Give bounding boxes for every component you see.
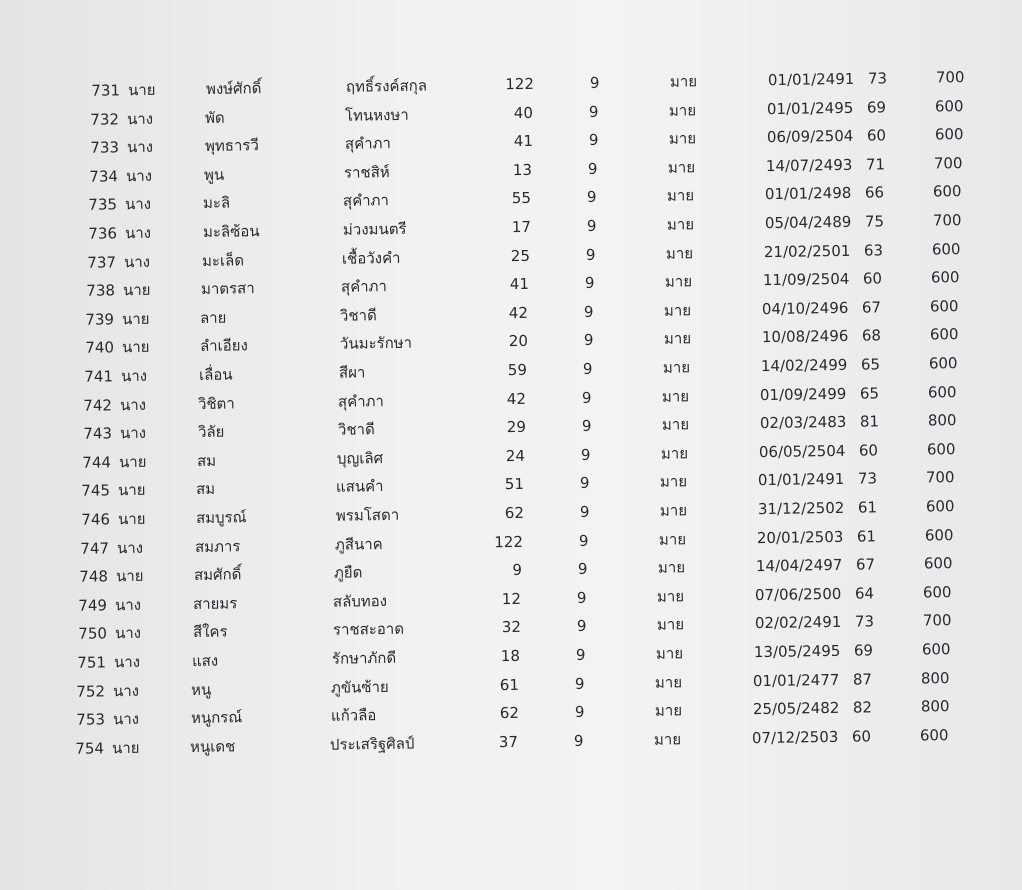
row-number: 741 <box>84 367 114 386</box>
allowance-amount: 600 <box>928 382 957 402</box>
birth-date: 14/02/2499 <box>760 355 848 376</box>
village-moo: 9 <box>575 674 585 693</box>
last-name: เชื้อวังคำ <box>341 248 401 268</box>
house-number: 9 <box>512 561 523 580</box>
last-name: สุคำภา <box>340 277 388 296</box>
first-name: สมภาร <box>194 536 241 556</box>
age: 73 <box>854 612 874 631</box>
village-name: มาย <box>660 444 689 463</box>
last-name: ภูยืด <box>333 563 363 582</box>
allowance-amount: 700 <box>932 211 962 230</box>
age: 73 <box>867 69 888 88</box>
age: 65 <box>860 355 881 374</box>
allowance-amount: 600 <box>935 96 964 116</box>
title-prefix: นาย <box>117 509 146 529</box>
title-prefix: นาง <box>116 538 143 557</box>
title-prefix: นาง <box>124 223 151 243</box>
house-number: 51 <box>504 475 525 494</box>
first-name: ลำเอียง <box>199 336 248 356</box>
village-name: มาย <box>669 100 697 120</box>
house-number: 42 <box>507 389 527 408</box>
first-name: แสง <box>191 651 219 670</box>
house-number: 41 <box>509 275 530 294</box>
house-number: 24 <box>505 446 525 465</box>
row-number: 739 <box>85 310 115 329</box>
birth-date: 07/06/2500 <box>755 584 842 604</box>
age: 63 <box>863 240 883 260</box>
allowance-amount: 600 <box>930 296 960 316</box>
allowance-amount: 600 <box>923 582 953 602</box>
age: 73 <box>857 469 878 488</box>
village-moo: 9 <box>573 731 584 750</box>
allowance-amount: 600 <box>929 325 959 344</box>
house-number: 61 <box>500 675 520 694</box>
village-moo: 9 <box>588 130 599 150</box>
title-prefix: นาง <box>120 395 147 414</box>
row-number: 753 <box>75 710 105 729</box>
allowance-amount: 600 <box>930 268 960 287</box>
village-moo: 9 <box>579 502 590 521</box>
allowance-amount: 800 <box>920 697 950 716</box>
title-prefix: นาง <box>127 109 154 128</box>
first-name: เลื่อน <box>198 365 233 384</box>
last-name: สุคำภา <box>338 391 385 411</box>
birth-date: 01/01/2498 <box>764 184 852 204</box>
house-number: 25 <box>510 246 530 265</box>
row-number: 748 <box>79 567 109 586</box>
birth-date: 14/04/2497 <box>755 555 843 576</box>
age: 69 <box>853 641 874 660</box>
first-name: สม <box>196 480 216 499</box>
row-number: 732 <box>90 109 120 129</box>
row-number: 737 <box>87 252 116 272</box>
last-name: วันมะรักษา <box>339 334 412 354</box>
house-number: 12 <box>502 589 522 608</box>
birth-date: 01/09/2499 <box>760 384 847 404</box>
allowance-amount: 600 <box>931 239 961 259</box>
village-moo: 9 <box>577 559 588 579</box>
last-name: ราชสะอาด <box>332 620 404 640</box>
age: 65 <box>860 383 880 403</box>
village-moo: 9 <box>586 216 597 235</box>
allowance-amount: 800 <box>921 668 950 688</box>
first-name: หนูเดช <box>189 737 236 756</box>
house-number: 122 <box>505 74 535 94</box>
house-number: 18 <box>500 646 521 666</box>
birth-date: 06/05/2504 <box>758 441 846 461</box>
age: 64 <box>855 584 875 603</box>
title-prefix: นาง <box>115 595 142 615</box>
last-name: บุญเลิศ <box>336 448 384 468</box>
house-number: 32 <box>501 618 521 637</box>
house-number: 37 <box>498 732 518 751</box>
allowance-amount: 600 <box>925 497 955 516</box>
last-name: สีผา <box>338 363 366 382</box>
row-number: 752 <box>76 681 106 701</box>
village-moo: 9 <box>579 474 590 493</box>
age: 60 <box>858 441 879 460</box>
house-number: 20 <box>508 332 528 351</box>
last-name: โทนหงษา <box>345 105 410 125</box>
allowance-amount: 700 <box>922 611 952 630</box>
birth-date: 31/12/2502 <box>757 498 845 519</box>
village-moo: 9 <box>584 273 595 293</box>
last-name: วิชาดี <box>337 420 375 439</box>
first-name: หนู <box>191 680 212 699</box>
row-number: 744 <box>82 453 112 472</box>
village-moo: 9 <box>589 73 600 92</box>
birth-date: 25/05/2482 <box>752 698 840 719</box>
house-number: 62 <box>499 704 519 723</box>
title-prefix: นาย <box>118 452 147 472</box>
house-number: 41 <box>513 132 533 151</box>
last-name: ราชสิห์ <box>343 162 390 182</box>
house-number: 13 <box>512 160 532 179</box>
age: 60 <box>862 269 883 288</box>
birth-date: 01/01/2495 <box>767 98 854 118</box>
last-name: ฤทธิ์รงค์สกุล <box>345 76 428 96</box>
allowance-amount: 600 <box>919 725 949 745</box>
village-moo: 9 <box>574 702 585 722</box>
village-name: มาย <box>661 415 689 434</box>
title-prefix: นาง <box>113 681 140 700</box>
title-prefix: นาง <box>114 624 141 643</box>
allowance-amount: 600 <box>921 640 951 659</box>
last-name: พรมโสดา <box>335 505 399 525</box>
last-name: แก้วลือ <box>330 706 377 725</box>
first-name: ลาย <box>200 308 227 327</box>
last-name: ประเสริฐศิลป์ <box>329 734 415 754</box>
first-name: มะลิซ้อน <box>202 222 260 241</box>
last-name: ภูขันซ้าย <box>331 677 390 697</box>
village-name: มาย <box>663 329 691 349</box>
allowance-amount: 700 <box>933 153 963 173</box>
village-moo: 9 <box>584 302 595 321</box>
row-number: 751 <box>77 653 107 672</box>
age: 67 <box>855 555 876 574</box>
row-number: 736 <box>87 224 117 243</box>
age: 71 <box>865 155 886 174</box>
last-name: แสนคำ <box>336 477 384 497</box>
title-prefix: นาง <box>119 423 146 443</box>
title-prefix: นาย <box>122 309 150 329</box>
first-name: มะเล็ด <box>201 250 244 270</box>
allowance-amount: 600 <box>924 525 954 545</box>
village-name: มาย <box>656 615 684 635</box>
row-number: 742 <box>83 395 113 415</box>
first-name: พุทธารวี <box>204 136 259 156</box>
village-name: มาย <box>669 72 698 91</box>
age: 67 <box>862 298 882 317</box>
village-moo: 9 <box>582 388 592 407</box>
house-number: 59 <box>507 360 528 380</box>
age: 81 <box>859 412 879 431</box>
title-prefix: นาย <box>118 481 146 500</box>
village-name: มาย <box>662 358 691 377</box>
house-number: 17 <box>511 217 531 237</box>
birth-date: 05/04/2489 <box>764 212 852 233</box>
first-name: หนูกรณ์ <box>190 708 242 728</box>
age: 60 <box>851 727 872 746</box>
first-name: สมบูรณ์ <box>195 508 247 527</box>
row-number: 740 <box>84 338 114 358</box>
last-name: สุคำภา <box>344 134 391 153</box>
village-name: มาย <box>658 529 686 549</box>
village-name: มาย <box>653 730 682 749</box>
house-number: 40 <box>514 103 534 122</box>
first-name: สมศักดิ์ <box>193 565 242 585</box>
house-number: 29 <box>506 418 526 437</box>
age: 69 <box>867 97 887 117</box>
village-name: มาย <box>655 644 684 663</box>
village-name: มาย <box>666 215 694 234</box>
village-name: มาย <box>657 587 685 606</box>
birth-date: 13/05/2495 <box>753 641 841 662</box>
first-name: มะลิ <box>203 193 231 213</box>
first-name: สายมร <box>193 594 238 613</box>
row-number: 750 <box>77 624 107 644</box>
last-name: ภูสีนาค <box>334 534 383 554</box>
row-number: 738 <box>86 281 116 300</box>
birth-date: 21/02/2501 <box>763 241 851 261</box>
title-prefix: นาย <box>121 338 150 357</box>
birth-date: 04/10/2496 <box>762 298 849 318</box>
title-prefix: นาง <box>125 166 153 186</box>
birth-date: 07/12/2503 <box>751 727 839 747</box>
village-moo: 9 <box>585 245 596 264</box>
allowance-amount: 700 <box>935 68 965 87</box>
row-number: 743 <box>82 424 112 443</box>
last-name: รักษาภักดี <box>331 648 397 668</box>
first-name: วิลัย <box>197 422 225 442</box>
birth-date: 14/07/2493 <box>765 155 853 175</box>
age: 61 <box>857 498 877 517</box>
title-prefix: นาย <box>122 280 151 300</box>
village-name: มาย <box>666 186 695 206</box>
birth-date: 06/09/2504 <box>766 126 854 147</box>
village-name: มาย <box>655 672 683 692</box>
village-name: มาย <box>662 386 690 406</box>
last-name: วิชาดี <box>340 306 378 325</box>
village-moo: 9 <box>589 102 599 121</box>
allowance-amount: 800 <box>927 411 957 430</box>
village-name: มาย <box>664 272 693 291</box>
first-name: พัด <box>205 108 226 127</box>
age: 60 <box>866 126 886 145</box>
village-moo: 9 <box>577 588 588 607</box>
age: 87 <box>853 669 873 689</box>
age: 75 <box>864 212 884 231</box>
row-number: 747 <box>80 538 109 558</box>
village-name: มาย <box>659 501 687 520</box>
village-moo: 9 <box>581 416 592 436</box>
title-prefix: นาง <box>120 366 148 386</box>
title-prefix: นาย <box>127 80 156 100</box>
allowance-amount: 600 <box>928 354 958 373</box>
village-moo: 9 <box>582 359 593 378</box>
first-name: สีใคร <box>192 622 228 642</box>
age: 66 <box>864 183 885 202</box>
first-name: พูน <box>203 165 225 184</box>
row-number: 746 <box>80 510 110 529</box>
house-number: 55 <box>511 189 532 208</box>
village-moo: 9 <box>578 531 589 550</box>
age: 68 <box>861 326 881 345</box>
village-name: มาย <box>659 472 688 492</box>
village-name: มาย <box>664 301 692 320</box>
village-moo: 9 <box>586 188 597 207</box>
village-name: มาย <box>657 558 686 577</box>
village-moo: 9 <box>575 645 586 664</box>
birth-date: 20/01/2503 <box>756 527 844 547</box>
title-prefix: นาย <box>115 566 144 586</box>
birth-date: 01/01/2491 <box>757 470 845 490</box>
first-name: สม <box>196 451 217 470</box>
first-name: วิชิตา <box>198 394 236 413</box>
row-number: 734 <box>89 167 119 186</box>
village-name: มาย <box>654 701 682 720</box>
title-prefix: นาง <box>113 652 141 672</box>
birth-date: 01/01/2491 <box>767 69 855 90</box>
age: 82 <box>852 698 872 717</box>
house-number: 62 <box>504 503 524 523</box>
allowance-amount: 700 <box>925 468 955 487</box>
village-moo: 9 <box>587 159 598 178</box>
title-prefix: นาง <box>126 137 153 157</box>
village-name: มาย <box>665 243 693 263</box>
title-prefix: นาง <box>112 709 139 729</box>
last-name: สลับทอง <box>333 591 388 611</box>
house-number: 42 <box>509 303 529 322</box>
village-moo: 9 <box>583 331 594 350</box>
row-number: 745 <box>81 481 111 501</box>
title-prefix: นาง <box>123 252 150 271</box>
row-number: 754 <box>75 739 105 758</box>
title-prefix: นาง <box>125 195 152 214</box>
allowance-amount: 600 <box>934 125 964 144</box>
birth-date: 02/02/2491 <box>754 613 842 633</box>
row-number: 733 <box>89 138 119 157</box>
house-number: 122 <box>493 532 523 551</box>
allowance-amount: 600 <box>926 439 956 459</box>
village-moo: 9 <box>576 617 587 636</box>
row-number: 735 <box>88 195 118 215</box>
village-moo: 9 <box>580 445 591 464</box>
row-number: 749 <box>78 596 108 615</box>
birth-date: 10/08/2496 <box>761 327 849 347</box>
title-prefix: นาย <box>111 738 140 758</box>
last-name: สุคำภา <box>343 191 390 211</box>
first-name: พงษ์ศักดิ์ <box>205 79 262 98</box>
village-name: มาย <box>668 129 696 148</box>
birth-date: 01/01/2477 <box>753 670 840 690</box>
allowance-amount: 600 <box>932 182 962 201</box>
village-name: มาย <box>667 158 696 177</box>
row-number: 731 <box>91 81 121 100</box>
allowance-amount: 600 <box>923 554 953 573</box>
age: 61 <box>856 526 876 546</box>
first-name: มาตรสา <box>200 279 255 299</box>
birth-date: 11/09/2504 <box>762 269 850 290</box>
birth-date: 02/03/2483 <box>759 412 847 433</box>
last-name: ม่วงมนตรี <box>342 219 407 239</box>
